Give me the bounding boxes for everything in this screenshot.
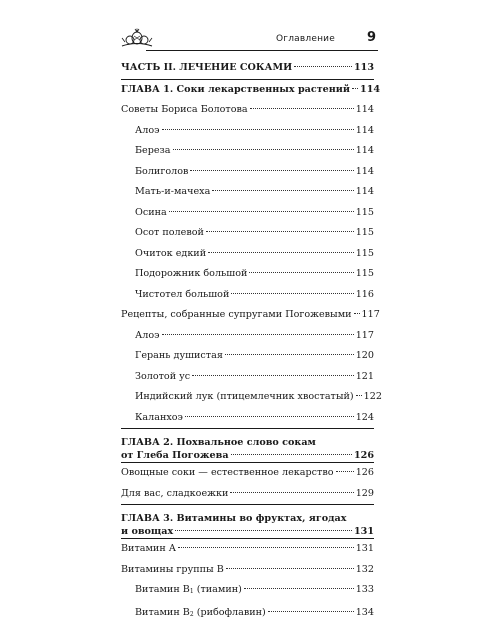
toc-entry-label: [121, 484, 228, 505]
toc-entry-label: [121, 580, 242, 603]
toc-entry-title: Овощные соки — естественное лекарство: [121, 467, 334, 478]
toc-entry-title: ГЛАВА 3. Витамины во фруктах, ягодах: [121, 513, 346, 524]
toc-page-number: 115: [356, 223, 374, 244]
table-of-contents: [121, 58, 374, 625]
toc-entry[interactable]: [121, 560, 374, 581]
toc-entry-title: Витамины группы В: [121, 564, 224, 575]
toc-page-number: 114: [356, 121, 374, 142]
toc-page-number: 114: [356, 182, 374, 203]
toc-entry-title: Каланхоэ: [135, 412, 183, 423]
dot-leader: [244, 588, 354, 589]
dot-leader: [169, 211, 354, 212]
dot-leader: [175, 530, 352, 531]
toc-entry-title: Витамин B: [135, 607, 190, 618]
toc-page-number: 131: [356, 539, 374, 560]
toc-page-number: 126: [356, 463, 374, 484]
toc-page-number: 134: [356, 603, 374, 624]
dot-leader: [230, 492, 353, 493]
toc-entry[interactable]: [121, 538, 374, 560]
toc-entry-label: [121, 182, 210, 203]
toc-entry[interactable]: [121, 346, 374, 367]
toc-page-number: 114: [356, 162, 374, 183]
page-number: 9: [367, 30, 376, 45]
toc-entry-title: Осот полевой: [135, 227, 204, 238]
dot-leader: [250, 108, 354, 109]
dot-leader: [231, 293, 353, 294]
toc-entry-title: Мать-и-мачеха: [135, 186, 210, 197]
toc-entry[interactable]: [121, 580, 374, 603]
toc-entry-title: Подорожник большой: [135, 268, 247, 279]
toc-entry[interactable]: [121, 408, 374, 429]
toc-page-number: 132: [356, 560, 374, 581]
toc-entry-title: ГЛАВА 2. Похвальное слово сокам: [121, 437, 316, 448]
toc-page-number: 115: [356, 264, 374, 285]
toc-entry-title: Алоэ: [135, 330, 160, 341]
dot-leader: [208, 252, 354, 253]
dot-leader: [162, 129, 354, 130]
toc-entry-title: Советы Бориса Болотова: [121, 104, 248, 115]
toc-page-number: 114: [360, 80, 380, 101]
toc-entry[interactable]: [121, 121, 374, 142]
dot-leader: [225, 354, 354, 355]
toc-entry[interactable]: [121, 525, 374, 538]
toc-entry-title: от Глеба Погожева: [121, 450, 229, 461]
toc-entry-label: [121, 305, 352, 326]
toc-page-number: 124: [356, 408, 374, 429]
dot-leader: [352, 88, 358, 89]
toc-page-number: 114: [356, 141, 374, 162]
toc-entry-title: Болиголов: [135, 166, 188, 177]
toc-page-number: 122: [364, 387, 382, 408]
toc-entry-label: [121, 162, 188, 183]
toc-entry-subscript: 1: [190, 588, 194, 595]
dot-leader: [354, 313, 360, 314]
toc-entry[interactable]: [121, 428, 374, 449]
toc-entry-label: [121, 449, 229, 462]
dot-leader: [231, 454, 352, 455]
dot-leader: [162, 334, 354, 335]
toc-entry-label: [121, 223, 204, 244]
toc-page-number: 113: [354, 58, 374, 79]
toc-page-number: 116: [356, 285, 374, 306]
toc-entry-title: Осина: [135, 207, 167, 218]
running-title: Оглавление: [276, 34, 335, 44]
toc-entry-subscript: 2: [190, 611, 194, 618]
toc-entry-label: [121, 326, 160, 347]
dot-leader: [249, 272, 353, 273]
toc-page-number: 115: [356, 203, 374, 224]
toc-entry[interactable]: [121, 449, 374, 462]
toc-entry-title: Витамин А: [121, 543, 176, 554]
toc-entry[interactable]: [121, 484, 374, 505]
toc-page-number: 121: [356, 367, 374, 388]
toc-entry[interactable]: [121, 387, 374, 408]
toc-entry-label: [121, 141, 171, 162]
dot-leader: [192, 375, 354, 376]
toc-entry-title: Очиток едкий: [135, 248, 206, 259]
toc-entry[interactable]: [121, 367, 374, 388]
toc-entry[interactable]: [121, 162, 374, 183]
toc-entry-label: [121, 408, 183, 429]
toc-entry-label: [121, 203, 167, 224]
dot-leader: [268, 611, 354, 612]
toc-entry-title: Витамин B: [135, 584, 190, 595]
toc-entry-label: [121, 58, 292, 79]
toc-entry[interactable]: [121, 244, 374, 265]
toc-entry-title: Рецепты, собранные супругами Погожевыми: [121, 309, 352, 320]
toc-entry-label: [121, 80, 350, 101]
toc-entry[interactable]: [121, 305, 374, 326]
dot-leader: [178, 547, 354, 548]
toc-page-number: 129: [356, 484, 374, 505]
toc-entry[interactable]: [121, 203, 374, 224]
toc-entry[interactable]: [121, 182, 374, 203]
toc-page-number: 120: [356, 346, 374, 367]
dot-leader: [294, 66, 352, 67]
dot-leader: [185, 416, 354, 417]
toc-entry-title: Чистотел большой: [135, 289, 229, 300]
toc-page-number: 115: [356, 244, 374, 265]
toc-entry-label: [121, 387, 354, 408]
toc-entry-title: Индийский лук (птицемлечник хвостатый): [135, 391, 354, 402]
toc-entry-label: [121, 264, 247, 285]
toc-entry-label: [121, 603, 266, 625]
toc-entry[interactable]: [121, 326, 374, 347]
toc-entry-title: Золотой ус: [135, 371, 190, 382]
dot-leader: [226, 568, 354, 569]
toc-entry[interactable]: [121, 100, 374, 121]
toc-entry-label: [121, 121, 160, 142]
toc-entry-label: [121, 244, 206, 265]
toc-entry-title: ГЛАВА 1. Соки лекарственных растений: [121, 84, 350, 95]
toc-page-number: 131: [354, 525, 374, 538]
toc-entry-label: [121, 436, 316, 449]
dot-leader: [336, 471, 354, 472]
toc-entry-label: [121, 539, 176, 560]
toc-entry-title-suffix: (рибофлавин): [194, 607, 266, 618]
toc-page-number: 126: [354, 449, 374, 462]
toc-entry-label: [121, 346, 223, 367]
header-rule: [146, 50, 378, 51]
toc-entry[interactable]: [121, 504, 374, 525]
toc-page-number: 117: [362, 305, 380, 326]
toc-entry-label: [121, 285, 229, 306]
dot-leader: [206, 231, 354, 232]
toc-entry-title-suffix: (тиамин): [194, 584, 242, 595]
toc-entry-title: Алоэ: [135, 125, 160, 136]
toc-entry-title: Герань душистая: [135, 350, 223, 361]
toc-entry[interactable]: [121, 79, 374, 101]
toc-entry[interactable]: [121, 462, 374, 484]
dot-leader: [356, 395, 362, 396]
toc-entry[interactable]: [121, 141, 374, 162]
toc-entry-label: [121, 367, 190, 388]
toc-entry[interactable]: [121, 603, 374, 625]
toc-page-number: 114: [356, 100, 374, 121]
page-header: [120, 28, 378, 50]
toc-entry-label: [121, 463, 334, 484]
toc-entry[interactable]: [121, 58, 374, 79]
dot-leader: [190, 170, 353, 171]
toc-page-number: 133: [356, 580, 374, 601]
toc-entry-title: Береза: [135, 145, 171, 156]
dot-leader: [173, 149, 354, 150]
flower-bouquet-icon: [120, 28, 154, 48]
toc-entry-title: и овощах: [121, 526, 173, 537]
toc-entry[interactable]: [121, 264, 374, 285]
toc-page-number: 117: [356, 326, 374, 347]
toc-entry-label: [121, 512, 346, 525]
toc-entry-title: ЧАСТЬ II. ЛЕЧЕНИЕ СОКАМИ: [121, 62, 292, 73]
toc-entry-label: [121, 100, 248, 121]
toc-entry[interactable]: [121, 223, 374, 244]
toc-entry[interactable]: [121, 285, 374, 306]
toc-entry-title: Для вас, сладкоежки: [121, 488, 228, 499]
dot-leader: [212, 190, 353, 191]
toc-entry-label: [121, 560, 224, 581]
toc-entry-label: [121, 525, 173, 538]
